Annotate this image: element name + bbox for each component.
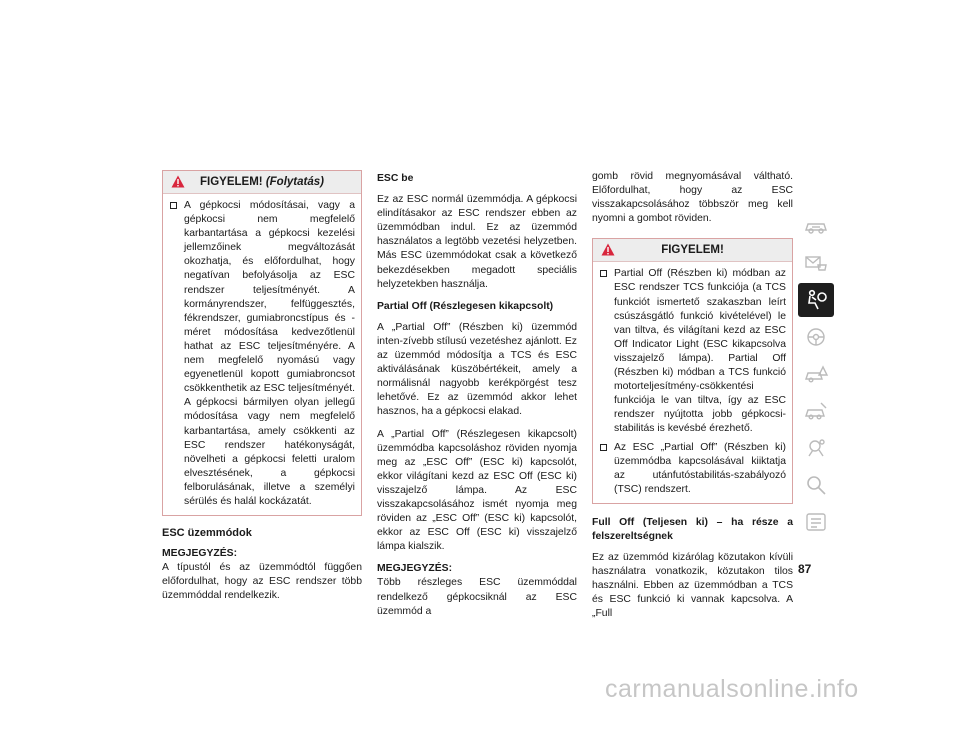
- paragraph-partial-off-2: A „Partial Off” (Részlegesen kikapcsolt) üzemmódba kapcsoláshoz röviden nyomja meg az „ESC Off” (ESC ki) kapcsolót, ekkor világítani kezd az ESC Off (ESC ki) visszajelző lámpa. Az ESC visszakapcsolásához ismét nyomja meg röviden az „ESC Off” (ESC ki) kapcsolót, ekkor az ESC Off (ESC ki) visszajelző lámpa kialszik.: [377, 428, 577, 553]
- warning-body: [593, 262, 792, 503]
- warning-triangle-icon: [171, 175, 185, 188]
- warning-header: [593, 239, 792, 262]
- warning-body: [163, 194, 361, 515]
- paragraph-continued: gomb rövid megnyomásával váltható. Előfordulhat, hogy az ESC visszakapcsolásához többször meg kell nyomni a gombot röviden.: [592, 171, 793, 225]
- checkbox-bullet-icon: [600, 270, 607, 277]
- heading-full-off: Full Off (Teljesen ki) – ha része a felszereltségnek: [592, 516, 793, 542]
- chapter-tab-service[interactable]: [798, 394, 834, 428]
- car-breakdown-icon: [803, 362, 829, 386]
- warning-title: FIGYELEM!: [200, 176, 263, 188]
- page-number: 87: [798, 562, 812, 576]
- section-heading: [162, 526, 362, 540]
- car-dashboard-icon: [803, 214, 829, 238]
- warning-bullet: [599, 267, 786, 436]
- warning-bullet-text: Partial Off (Részben ki) módban az ESC rendszer TCS funkciója (a TCS funkciót ismertető szakaszban leírt csúszásgátló funkció kivételével) le van tiltva, és világítani kezd az ESC Off Indicator Light (ESC kikapcsolva visszajelző lámpa). Partial Off (Részben ki) módban a TCS funkció motorteljesítmény-csökkentési funkciója le van tiltva, így az ESC rendszer nyújtotta jobb gépkocsi-stabilitás is kevésbé érezhető.: [614, 268, 786, 435]
- multimedia-icon: [803, 510, 829, 534]
- warning-box: [592, 238, 793, 504]
- note-text: Több részleges ESC üzemmóddal rendelkező gépkocsiknál az ESC üzemmód a: [377, 577, 577, 617]
- chapter-tab-driving[interactable]: [798, 320, 834, 354]
- warning-title-continued: (Folytatás): [265, 176, 324, 188]
- warning-header: [163, 171, 361, 194]
- column-middle: [377, 172, 577, 627]
- section-heading-esc: ESC: [162, 527, 185, 540]
- search-index-icon: [803, 473, 829, 497]
- warning-triangle-icon: [601, 243, 615, 256]
- car-service-icon: [803, 399, 829, 423]
- paragraph-full-off: Ez az üzemmód kizárólag közutakon kívüli használatra vonatkozik, közutakon tilos használni. Ebben az üzemmódban a TCS és ESC funkció ki vannak kapcsolva. A „Full: [592, 552, 793, 620]
- watermark: carmanualsonline.info: [605, 675, 859, 703]
- note-label: MEGJEGYZÉS:: [377, 563, 453, 575]
- warning-bullet-text: Az ESC „Partial Off” (Részben ki) üzemmódba kapcsolásával kiiktatja az utánfutóstabilitás-szabályozó (TSC) rendszert.: [614, 441, 786, 495]
- warning-bullet: [599, 441, 786, 497]
- heading-partial-off: Partial Off (Részlegesen kikapcsolt): [377, 300, 554, 312]
- tools-icon: [803, 436, 829, 460]
- section-heading-rest: üzemmódok: [184, 527, 252, 540]
- chapter-tab-index[interactable]: [798, 468, 834, 502]
- seat-airbag-icon: [803, 288, 829, 312]
- heading-esc-on: ESC be: [377, 173, 414, 184]
- checkbox-bullet-icon: [600, 444, 607, 451]
- paragraph-esc-on: Ez az ESC normál üzemmódja. A gépkocsi elindításakor az ESC rendszer ebben az üzemmódban indul. Ez az üzemmód használatos a legtöbb vezetési helyzetben. Más ESC üzemmódokat csak a következő bekezdésekben megadott speciális helyzetekben használja.: [377, 194, 577, 290]
- warning-box-continued: [162, 170, 362, 516]
- warning-title: FIGYELEM!: [661, 244, 724, 257]
- chapter-tab-emergency[interactable]: [798, 357, 834, 391]
- warning-bullet: [169, 199, 355, 509]
- checkbox-bullet-icon: [170, 202, 177, 209]
- warning-bullet-text: A gépkocsi módosításai, vagy a gépkocsi nem megfelelő karbantartása a gépkocsi kezelési jellemzőinek megváltozását okozhatja, és előfordulhat, hogy negatívan befolyásolja az ESC rendszer teljesítményét. A kormányrendszer, felfüggesztés, fékrendszer, gumiabroncstípus és -méret módosítása kedvezőtlenül hathat az ESC teljesítményére. A nem megfelelő nyomású vagy egyenetlenül kopott gumiabroncsot csökkenthetik az ESC teljesítményét. A gépkocsi bármilyen olyan jellegű módosítása vagy nem megfelelő karbantartása, amely csökkenti az ESC rendszer hatékonyságát, növelheti a gépkocsi feletti uralom elvesztésének, a gépkocsi felborulásának, illetve a személyi sérülés és halál kockázatát.: [184, 200, 355, 507]
- note-label: MEGJEGYZÉS:: [162, 548, 238, 560]
- note-text: A típustól és az üzemmódtól függően előfordulhat, hogy az ESC rendszer több üzemmóddal rendelkezik.: [162, 562, 362, 602]
- chapter-tab-specs[interactable]: [798, 431, 834, 465]
- column-right: [592, 170, 793, 630]
- chapter-sidebar: [798, 209, 834, 542]
- car-mail-icon: [803, 251, 829, 275]
- column-left: [162, 170, 362, 612]
- chapter-tab-mail[interactable]: [798, 246, 834, 280]
- steering-wheel-icon: [803, 325, 829, 349]
- chapter-tab-multimedia[interactable]: [798, 505, 834, 539]
- chapter-tab-dashboard[interactable]: [798, 209, 834, 243]
- chapter-tab-safety[interactable]: [798, 283, 834, 317]
- paragraph-partial-off-1: A „Partial Off” (Részben ki) üzemmód inten-zívebb stílusú vezetéshez ajánlott. Ez az üzemmód módosítja a TCS és ESC aktiválásának küszöbértékeit, amely a normálisnál nagyobb kerékpörgést tesz lehetővé. Ez az üzemmód akkor lehet hasznos, ha a gépkocsi elakad.: [377, 321, 577, 418]
